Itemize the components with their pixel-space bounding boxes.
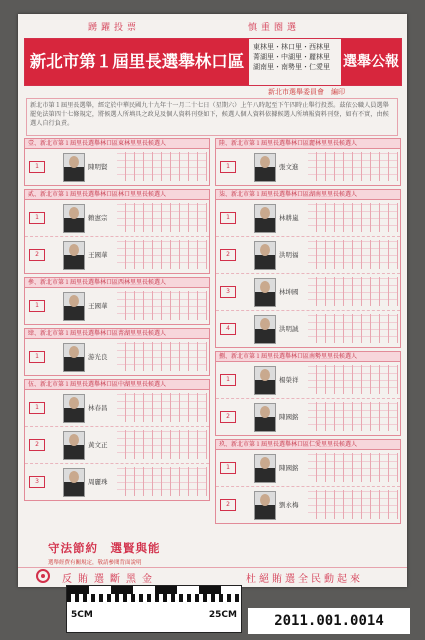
- candidate-row: [25, 288, 209, 324]
- candidate-name: 洪明誠: [279, 325, 299, 333]
- candidate-number: 1: [220, 374, 236, 386]
- candidate-row: [216, 274, 400, 311]
- candidate-name: 周麗珠: [88, 478, 108, 486]
- district-heading: 貳、新北市第１屆里長選舉林口區林口里里長候選人: [25, 190, 209, 200]
- village-list: 東林里・林口里・西林里 菁湖里・中湖里・麗林里 湖南里・南勢里・仁愛里: [253, 43, 330, 71]
- candidate-row: [25, 237, 209, 273]
- candidate-number: 1: [220, 212, 236, 224]
- accession-number-label: 2011.001.0014: [248, 608, 410, 634]
- candidate-photo: [254, 454, 276, 483]
- candidate-number: 1: [220, 161, 236, 173]
- candidate-photo: [254, 403, 276, 432]
- ruler-scale-bar: [67, 586, 241, 602]
- candidate-name: 林耕嵐: [279, 214, 299, 222]
- candidate-row: [25, 390, 209, 427]
- candidate-photo: [63, 394, 85, 423]
- candidate-name: 楊榮祥: [279, 376, 299, 384]
- candidate-number: 1: [29, 402, 45, 414]
- district-box: [215, 351, 401, 436]
- candidate-number: 1: [29, 212, 45, 224]
- ruler-label-right: 25CM: [208, 610, 237, 620]
- candidate-name: 張文進: [279, 163, 299, 171]
- candidate-name: 林坤國: [279, 288, 299, 296]
- candidate-info-grid: [308, 240, 398, 269]
- candidate-photo: [63, 468, 85, 497]
- candidate-info-grid: [308, 277, 398, 306]
- candidate-row: [216, 311, 400, 347]
- candidate-row: [25, 427, 209, 464]
- scale-ruler: [66, 585, 242, 633]
- district-heading: 捌、新北市第１屆里長選舉林口區南勢里里長候選人: [216, 352, 400, 362]
- candidate-name: 游光良: [88, 353, 108, 361]
- candidate-photo: [254, 153, 276, 182]
- candidate-info-grid: [308, 152, 398, 181]
- candidate-number: 1: [29, 300, 45, 312]
- candidate-photo: [63, 343, 85, 372]
- candidate-photo: [63, 241, 85, 270]
- candidate-row: [216, 399, 400, 435]
- candidate-info-grid: [117, 152, 207, 181]
- candidate-info-grid: [117, 467, 207, 496]
- candidate-row: [216, 487, 400, 523]
- candidate-row: [25, 149, 209, 185]
- candidate-row: [25, 200, 209, 237]
- bottom-slogan: [48, 540, 161, 566]
- left-column: [24, 138, 210, 504]
- election-commission-logo-icon: [36, 569, 50, 583]
- district-heading: 伍、新北市第１屆里長選舉林口區中湖里里長候選人: [25, 380, 209, 390]
- candidate-row: [216, 450, 400, 487]
- bulletin-title-right: 選舉公報: [341, 39, 401, 85]
- candidate-name: 王國華: [88, 302, 108, 310]
- candidate-photo: [254, 491, 276, 520]
- candidate-name: 陳明賢: [88, 163, 108, 171]
- title-banner: [24, 38, 402, 86]
- district-box: [24, 328, 210, 376]
- candidate-info-grid: [117, 291, 207, 320]
- candidate-number: 1: [29, 161, 45, 173]
- candidate-info-grid: [117, 393, 207, 422]
- candidate-photo: [63, 292, 85, 321]
- footer-strip: [18, 567, 407, 584]
- candidate-photo: [63, 204, 85, 233]
- issuer-text: 新北市選舉委員會 編印: [268, 88, 345, 96]
- candidate-name: 賴憲宗: [88, 214, 108, 222]
- district-box: [24, 189, 210, 274]
- district-heading: 柒、新北市第１屆里長選舉林口區湖南里里長候選人: [216, 190, 400, 200]
- candidate-number: 2: [220, 499, 236, 511]
- candidate-photo: [254, 366, 276, 395]
- candidate-number: 2: [29, 439, 45, 451]
- candidate-number: 3: [220, 286, 236, 298]
- slogan-top-left: 踴躍投票: [88, 23, 141, 33]
- right-column: [215, 138, 401, 527]
- candidate-number: 2: [220, 411, 236, 423]
- candidate-row: [216, 362, 400, 399]
- candidate-info-grid: [308, 365, 398, 394]
- candidate-info-grid: [117, 342, 207, 371]
- district-box: [24, 277, 210, 325]
- candidate-photo: [254, 278, 276, 307]
- district-box: [24, 138, 210, 186]
- bulletin-title: 新北市第１屆里長選舉林口區: [25, 39, 249, 85]
- candidate-info-grid: [117, 240, 207, 269]
- candidate-info-grid: [117, 430, 207, 459]
- candidate-row: [216, 149, 400, 185]
- candidate-name: 王國華: [88, 251, 108, 259]
- district-heading: 參、新北市第１屆里長選舉林口區西林里里長候選人: [25, 278, 209, 288]
- candidate-photo: [254, 315, 276, 344]
- intro-paragraph: 新北市第１屆里長選舉，經定於中華民國九十九年十一月二十七日（星期六）上午八時起至下午四時止舉行投票。茲依公職人員選舉罷免法第四十七條規定，將候選人所填具之政見及個人資料刊登如下，候選人個人資料依據候選人所填報資料刊登，如有不實，由候選人自行負責。: [26, 98, 398, 136]
- footer-slogan-right: 杜絕賄選全民動起來: [246, 574, 363, 585]
- candidate-name: 洪明福: [279, 251, 299, 259]
- candidate-name: 黃文正: [88, 441, 108, 449]
- bottom-slogan-sub: 選舉經費有關規定，敬請參閱背面說明: [48, 560, 142, 566]
- district-box: [215, 439, 401, 524]
- candidate-info-grid: [308, 203, 398, 232]
- candidate-photo: [254, 204, 276, 233]
- candidate-info-grid: [308, 453, 398, 482]
- candidate-number: 1: [29, 351, 45, 363]
- candidate-number: 1: [220, 462, 236, 474]
- district-heading: 壹、新北市第１屆里長選舉林口區東林里里長候選人: [25, 139, 209, 149]
- district-box: [24, 379, 210, 501]
- candidate-row: [216, 237, 400, 274]
- candidate-name: 劉永梅: [279, 501, 299, 509]
- candidate-number: 2: [220, 249, 236, 261]
- candidate-number: 3: [29, 476, 45, 488]
- candidate-row: [25, 339, 209, 375]
- candidate-number: 4: [220, 323, 236, 335]
- candidate-photo: [63, 153, 85, 182]
- district-heading: 陸、新北市第１屆里長選舉林口區麗林里里長候選人: [216, 139, 400, 149]
- district-box: [215, 138, 401, 186]
- election-bulletin-sheet: [18, 14, 407, 587]
- candidate-number: 2: [29, 249, 45, 261]
- ruler-label-left: 5CM: [71, 610, 93, 620]
- district-heading: 肆、新北市第１屆里長選舉林口區菁湖里里長候選人: [25, 329, 209, 339]
- candidate-info-grid: [308, 402, 398, 431]
- slogan-top-right: 慎重圈選: [248, 23, 301, 33]
- footer-slogan-left: 反賄選斷黑金: [62, 574, 158, 585]
- candidate-photo: [63, 431, 85, 460]
- candidate-info-grid: [308, 314, 398, 343]
- candidate-row: [25, 464, 209, 500]
- district-box: [215, 189, 401, 348]
- candidate-name: 陳國銘: [279, 413, 299, 421]
- candidate-name: 林春昌: [88, 404, 108, 412]
- candidate-row: [216, 200, 400, 237]
- candidate-name: 陳國銘: [279, 464, 299, 472]
- candidate-photo: [254, 241, 276, 270]
- bottom-slogan-main: 守法節約 選賢與能: [48, 541, 161, 555]
- candidate-info-grid: [117, 203, 207, 232]
- candidate-info-grid: [308, 490, 398, 519]
- district-heading: 玖、新北市第１屆里長選舉林口區仁愛里里長候選人: [216, 440, 400, 450]
